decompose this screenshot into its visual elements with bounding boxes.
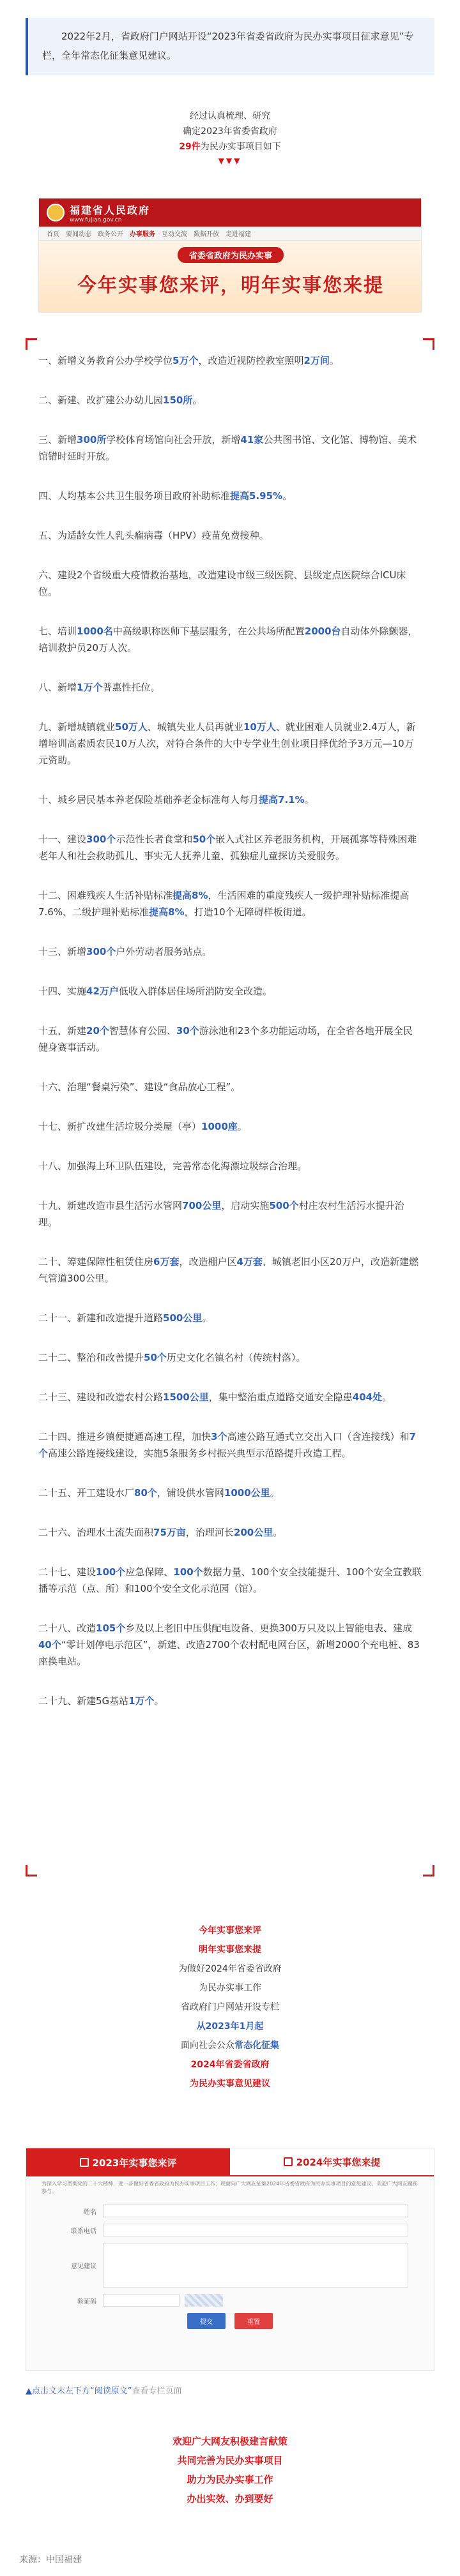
highlight-figure: 500公里: [163, 1312, 203, 1324]
item-text: 五、为适龄女性人乳头瘤病毒（HPV）疫苗免费接种。: [38, 530, 269, 541]
project-item: [38, 1254, 422, 1287]
lead-line-3-rest: 为民办实事项目如下: [200, 142, 281, 152]
corner-decoration: [423, 1865, 434, 1876]
form-notice: 为深入学习贯彻党的二十大精神，进一步做好省委省政府为民办实事项目工作，现面向广大网友征集2024年省委省政府为民办实事项目的意见建议。欢迎广大网友踊跃参与。: [42, 2181, 418, 2194]
name-label: 姓名: [84, 2208, 96, 2216]
project-item: [38, 719, 422, 768]
item-text: 。: [282, 490, 293, 502]
highlight-figure: 500个: [269, 1200, 299, 1211]
highlight-figure: 提高7.1%: [259, 794, 305, 805]
item-text: 十四、实施: [38, 985, 87, 997]
highlight-figure: 1万个: [77, 682, 103, 693]
item-text: 十、城乡居民基本养老保险基础养老金标准每人每月: [38, 794, 259, 805]
item-text: 。: [237, 1121, 247, 1132]
project-item: [38, 1158, 422, 1174]
lead-section: [0, 109, 460, 167]
highlight-figure: 41家: [240, 434, 264, 446]
item-text: 二十四、推进乡镇便捷通高速工程，加快: [38, 1431, 211, 1442]
item-text: 二十、筹建保障性租赁住房: [38, 1256, 154, 1268]
highlight-figure: 30个: [176, 1025, 199, 1037]
tab-2024[interactable]: [230, 2148, 434, 2176]
mid-red-2: 明年实事您来提: [199, 1945, 261, 1955]
highlight-figure: 提高5.95%: [230, 490, 283, 502]
highlight-figure: 1500公里: [163, 1391, 209, 1403]
highlight-figure: 300个: [86, 834, 116, 845]
item-text: 数据力量、100个安全技能提升、100个安全宣教联播等示范（点、所）和100个安全文化示范园（馆）。: [38, 1566, 422, 1594]
form-row-captcha: [52, 2294, 408, 2307]
mid-section: [0, 1921, 460, 2093]
banner-navbar: [39, 227, 421, 241]
highlight-figure: 10万人: [243, 721, 276, 733]
highlight-figure: 300所: [77, 434, 107, 446]
item-text: 。: [382, 1391, 392, 1403]
mid-blue-inline: 常态化征集: [234, 2041, 279, 2051]
item-text: 二十三、建设和改造农村公路: [38, 1391, 164, 1403]
item-text: 智慧体育公园、: [109, 1025, 176, 1037]
item-text: 六、建设2个省级重大疫情救治基地，改造建设市级三级医院、县级定点医院综合ICU床位。: [38, 569, 406, 597]
mid-red-4: 为民办实事意见建议: [190, 2079, 270, 2089]
item-text: 十三、新增: [38, 946, 87, 957]
project-item: [38, 1693, 422, 1709]
item-text: 。: [273, 1527, 283, 1538]
mid-line-3: 为做好2024年省委省政府: [178, 1964, 282, 1974]
highlight-figure: 40个: [38, 1639, 61, 1651]
submit-button[interactable]: 提交: [187, 2313, 226, 2329]
nav-item[interactable]: 走进福建: [226, 231, 251, 238]
item-text: “零计划停电示范区”，新建、改造2700个农村配电网台区，新增2000个充电桩、83座换电站。: [38, 1639, 420, 1667]
lead-line-3: [0, 139, 460, 154]
item-text: 二十八、改造: [38, 1622, 96, 1634]
highlight-figure: 50万人: [115, 721, 148, 733]
project-item: [38, 1389, 422, 1405]
captcha-field[interactable]: [103, 2294, 180, 2307]
item-text: 。: [154, 1695, 164, 1707]
highlight-figure: 200公里: [233, 1527, 273, 1538]
site-name-text: 福建省人民政府: [70, 204, 151, 216]
project-item: [38, 1620, 422, 1670]
item-text: 历史文化名镇名村（传统村落）。: [166, 1352, 306, 1363]
item-text: 二十六、治理水土流失面积: [38, 1527, 154, 1538]
item-text: ，铺设供水管网: [157, 1487, 224, 1499]
highlight-figure: 50个: [144, 1352, 167, 1363]
item-text: 游泳池和23个多功能运动场，在全省各地开展全民健身赛事活动。: [38, 1025, 413, 1053]
highlight-figure: 75万亩: [153, 1527, 186, 1538]
item-text: 十二、困难残疾人生活补贴标准: [38, 890, 173, 901]
closing-line-2: 共同完善为民办实事项目: [177, 2455, 283, 2466]
item-text: 、城镇失业人员再就业: [147, 721, 243, 733]
highlight-figure: 4万套: [236, 1256, 263, 1268]
project-item: [38, 1349, 422, 1366]
item-text: 十五、新建: [38, 1025, 87, 1037]
item-text: 三、新增: [38, 434, 77, 446]
item-text: ，打造10个无障碍样板街道。: [184, 906, 312, 918]
project-item: [38, 431, 422, 465]
item-text: 学校体育场馆向社会开放，新增: [106, 434, 241, 446]
mid-blue-1: 从2023年1月起: [196, 2021, 264, 2032]
item-text: 二十七、建设: [38, 1566, 96, 1578]
item-text: 。: [304, 794, 314, 805]
highlight-figure: 100个: [173, 1566, 203, 1578]
project-item: [38, 567, 422, 600]
project-item: [38, 1197, 422, 1231]
item-text: 一、新增义务教育公办学校学位: [38, 355, 173, 366]
item-text: 。: [329, 355, 339, 366]
intro-box: [26, 18, 434, 75]
banner-topbar: [39, 198, 421, 227]
closing-section: [0, 2432, 460, 2508]
item-text: 低收入群体居住场所消防安全改造。: [118, 985, 272, 997]
highlight-figure: 提高8%: [172, 890, 208, 901]
project-item: [38, 1310, 422, 1326]
mid-line-4: 为民办实事工作: [199, 1983, 261, 1993]
form-tabs: [26, 2148, 434, 2176]
nav-item[interactable]: 数据开放: [194, 231, 219, 238]
captcha-label: 验证码: [77, 2298, 96, 2305]
nav-item[interactable]: 互动交流: [162, 231, 187, 238]
item-text: 十九、新建改造市县生活污水管网: [38, 1200, 183, 1211]
down-arrows-icon: ▼▼▼: [218, 156, 242, 165]
project-item: [38, 943, 422, 960]
project-item: [38, 831, 422, 864]
highlight-figure: 6万套: [153, 1256, 180, 1268]
item-text: 、就业困难人员就业2.4万人，新增培训高素质农民10万人次，对符合条件的大中专学业生创业项目择优给予3万元—10万元资助。: [38, 721, 416, 766]
phone-field[interactable]: [103, 2224, 408, 2236]
item-text: ，启动实施: [221, 1200, 270, 1211]
item-text: 。: [192, 394, 203, 406]
highlight-figure: 1000座: [201, 1121, 238, 1132]
intro-text: 2022年2月，省政府门户网站开设“2023年省委省政府为民办实事项目征求意见”专栏，全年常态化征集意见建议。: [42, 31, 414, 61]
project-item: [38, 679, 422, 696]
item-text: 、城镇老旧小区20万户，改造新建燃气管道300公里。: [38, 1256, 418, 1284]
banner-ribbon: 省委省政府为民办实事: [178, 247, 284, 263]
project-item: [38, 1564, 422, 1597]
highlight-figure: 150所: [163, 394, 193, 406]
name-field[interactable]: [103, 2205, 408, 2217]
form-buttons: [52, 2313, 408, 2329]
site-url: www.fujian.gov.cn: [70, 216, 122, 223]
highlight-figure: 3个: [211, 1431, 227, 1442]
site-name: [70, 202, 150, 223]
item-text: 十七、新扩改建生活垃圾分类屋（亭）: [38, 1121, 202, 1132]
banner-hero: [39, 241, 422, 313]
phone-label: 联系电话: [71, 2228, 96, 2235]
form-row-name: [52, 2205, 408, 2217]
project-item: [38, 1079, 422, 1095]
item-text: 二十九、新建5G基站: [38, 1695, 129, 1707]
item-text: 八、新增: [38, 682, 77, 693]
corner-decoration: [26, 338, 37, 350]
item-text: 示范性长者食堂和: [116, 834, 193, 845]
highlight-figure: 700公里: [182, 1200, 222, 1211]
item-text: ，改造近视防控教室照明: [198, 355, 304, 366]
project-item: [38, 983, 422, 1000]
mid-line-7-text: 面向社会公众: [181, 2041, 234, 2051]
mid-red-3: 2024年省委省政府: [190, 2060, 270, 2070]
nav-item[interactable]: 要闻动态: [66, 231, 91, 238]
highlight-figure: 提高8%: [149, 906, 185, 918]
highlight-figure: 20个: [86, 1025, 109, 1037]
highlight-figure: 1000公里: [224, 1487, 270, 1499]
project-item: [38, 488, 422, 504]
closing-line-3: 助力为民办实事工作: [187, 2474, 273, 2485]
item-text: 自动体外除颤器，培训救护员20万人次。: [38, 625, 418, 654]
item-text: 二十五、开工建设水厂: [38, 1487, 135, 1499]
form-row-phone: [52, 2224, 408, 2236]
project-item: [38, 1118, 422, 1135]
item-text: 村庄农村生活污水提升治理。: [38, 1200, 404, 1228]
highlight-figure: 404处: [352, 1391, 383, 1403]
item-text: 十一、建设: [38, 834, 87, 845]
project-item: [38, 791, 422, 808]
item-text: 公共图书馆、文化馆、博物馆、美术馆错时延时开放。: [38, 434, 417, 462]
highlight-figure: 2万间: [303, 355, 330, 366]
nav-item[interactable]: 办事服务: [130, 231, 155, 238]
item-text: 十八、加强海上环卫队伍建设，完善常态化海漂垃圾综合治理。: [38, 1160, 307, 1172]
corner-decoration: [423, 338, 434, 350]
item-text: 乡及以上老旧中压供配电设备、更换300万只及以上智能电表、建成: [125, 1622, 412, 1634]
highlight-figure: 1万个: [128, 1695, 155, 1707]
guide-tail: 查看专栏页面: [132, 2386, 182, 2396]
item-text: 中高级职称医师下基层服务，在公共场所配置: [112, 625, 305, 637]
lead-line-2: 确定2023年省委省政府: [183, 126, 277, 137]
reset-button[interactable]: 重置: [234, 2313, 273, 2329]
project-item: [38, 352, 422, 369]
project-item: [38, 1524, 422, 1541]
highlight-figure: 80个: [134, 1487, 157, 1499]
document-icon: [80, 2158, 89, 2167]
item-text: 二、新建、改扩建公办幼儿园: [38, 394, 164, 406]
item-text: 十六、治理“餐桌污染”、建设“食品放心工程”。: [38, 1081, 241, 1093]
highlight-figure: 50个: [192, 834, 216, 845]
item-text: 。: [270, 1487, 280, 1499]
highlight-figure: 1000名: [77, 625, 113, 637]
item-text: ，生活困难的重度残疾人一级护理补贴标准提高7.6%、二级护理补贴标准: [38, 890, 410, 918]
guide-text: ▲点击文末左下方“阅读原文”: [26, 2386, 132, 2396]
mid-red-1: 今年实事您来评: [199, 1926, 261, 1936]
project-item: [38, 1485, 422, 1501]
lead-count: 29件: [179, 142, 201, 152]
tab-2023[interactable]: [26, 2148, 230, 2176]
edit-icon: [284, 2157, 293, 2166]
item-text: ，治理河长: [185, 1527, 234, 1538]
closing-line-4: 办出实效、办到要好: [187, 2493, 273, 2505]
suggestion-form: [26, 2199, 434, 2334]
highlight-figure: 42万户: [86, 985, 119, 997]
item-text: 七、培训: [38, 625, 77, 637]
form-row-suggestion: [52, 2243, 408, 2288]
item-text: 四、人均基本公共卫生服务项目政府补助标准: [38, 490, 231, 502]
item-text: 高速公路连接线建设，实施5条服务乡村振兴典型示范路提升改造工程。: [48, 1448, 351, 1459]
item-text: 普惠性托位。: [102, 682, 160, 693]
source-credit: 来源：中国福建: [19, 2555, 82, 2565]
tab-2024-label: 2024年实事您来提: [296, 2156, 381, 2168]
banner-slogan: 今年实事您来评，明年实事您来提: [77, 274, 384, 297]
highlight-figure: 5万个: [172, 355, 199, 366]
highlight-figure: 300个: [86, 946, 116, 957]
project-item: [38, 623, 422, 656]
emblem-icon: [47, 204, 65, 221]
captcha-image[interactable]: [185, 2294, 223, 2307]
lead-line-1: 经过认真梳理、研究: [190, 111, 270, 121]
item-text: 。: [202, 1312, 212, 1324]
item-text: 嵌入式社区养老服务机构，开展孤寡等特殊困难老年人和社会救助孤儿、事实无人抚养儿童、孤独症儿童探访关爱服务。: [38, 834, 417, 862]
item-text: 应急保障、: [125, 1566, 174, 1578]
highlight-figure: 100个: [96, 1566, 126, 1578]
closing-line-1: 欢迎广大网友积极建言献策: [172, 2436, 288, 2447]
project-item: [38, 392, 422, 408]
highlight-figure: 7个: [38, 1431, 416, 1459]
suggestion-field[interactable]: [103, 2243, 408, 2288]
project-item: [38, 1428, 422, 1462]
item-text: ，集中整治重点道路交通安全隐患: [208, 1391, 353, 1403]
project-item: [38, 1022, 422, 1056]
item-text: 九、新增城镇就业: [38, 721, 116, 733]
project-item: [38, 887, 422, 920]
project-item: [38, 527, 422, 544]
nav-item[interactable]: 政务公开: [98, 231, 123, 238]
item-text: ，改造棚户区: [179, 1256, 237, 1268]
website-banner[interactable]: [38, 198, 422, 313]
suggestion-label: 意见建议: [71, 2263, 96, 2270]
item-text: 二十一、新建和改造提升道路: [38, 1312, 164, 1324]
corner-decoration: [26, 1865, 37, 1876]
item-text: 户外劳动者服务站点。: [116, 946, 212, 957]
highlight-figure: 2000台: [304, 625, 341, 637]
form-screenshot: [26, 2148, 434, 2371]
mid-line-7: [0, 2036, 460, 2055]
tab-2023-label: 2023年实事您来评: [92, 2157, 177, 2169]
highlight-figure: 105个: [96, 1622, 126, 1634]
projects-list: [26, 338, 434, 1876]
read-original-guide: [26, 2384, 181, 2396]
nav-item[interactable]: 首页: [47, 231, 59, 238]
item-text: 高速公路互通式立交出入口（含连接线）和: [227, 1431, 410, 1442]
mid-line-5: 省政府门户网站开设专栏: [181, 2002, 279, 2012]
item-text: 二十二、整治和改善提升: [38, 1352, 144, 1363]
